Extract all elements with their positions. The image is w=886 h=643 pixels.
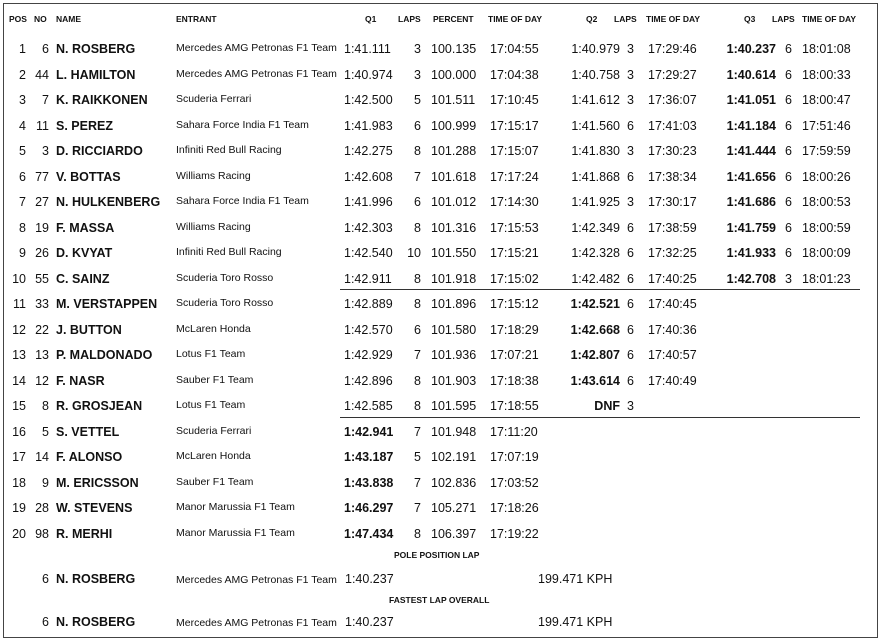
row-q1-time: 1:42.608 [344,169,393,184]
fastest-no: 6 [42,615,49,629]
row-q1-time-of-day: 17:18:26 [490,501,539,515]
row-q3-laps: 6 [785,144,792,158]
header-no: NO [34,14,47,24]
row-entrant: Sahara Force India F1 Team [176,118,309,131]
row-q2-time-of-day: 17:29:27 [648,67,697,82]
row-q1-laps: 7 [414,169,421,184]
row-pos: 13 [12,348,26,362]
row-no: 7 [42,93,49,107]
header-time-of-day-q2: TIME OF DAY [646,14,700,24]
fastest-speed: 199.471 KPH [538,615,613,629]
header-pos: POS [9,14,27,24]
row-q2-time-of-day: 17:38:59 [648,220,697,235]
row-q2-time: 1:42.668 [570,322,620,337]
row-q1-laps: 6 [414,322,421,337]
row-driver-name: C. SAINZ [56,271,110,286]
row-entrant: Infiniti Red Bull Racing [176,246,282,258]
row-q3-time: 1:41.686 [726,195,776,209]
row-q1-time-of-day: 17:18:55 [490,399,539,413]
row-q2-time-of-day: 17:32:25 [648,246,697,260]
row-entrant: Sahara Force India F1 Team [176,195,309,207]
row-q2-laps: 6 [627,118,634,133]
row-q2-time: 1:41.612 [571,93,620,107]
row-driver-name: L. HAMILTON [56,67,136,82]
row-percent: 101.936 [431,348,477,362]
row-q1-time: 1:47.434 [344,526,394,541]
row-q1-laps: 10 [407,246,421,260]
row-q2-time: 1:42.349 [571,220,620,235]
row-pos: 12 [12,322,26,337]
row-pos: 18 [12,475,26,490]
row-q3-time: 1:40.614 [726,67,776,82]
row-no: 27 [35,195,49,209]
header-time-of-day-q1: TIME OF DAY [488,14,542,24]
row-q1-time: 1:42.929 [344,348,393,362]
row-q3-time-of-day: 18:00:09 [802,246,851,260]
row-q3-time-of-day: 17:51:46 [802,118,851,133]
header-laps-q1: LAPS [398,14,421,24]
q2-cutoff-line [340,417,860,418]
row-q1-time-of-day: 17:07:21 [490,348,539,362]
row-q2-time: 1:42.328 [571,246,620,260]
row-q2-laps: 3 [627,399,634,413]
row-q3-time-of-day: 18:00:53 [802,195,851,209]
row-q1-laps: 7 [414,501,421,515]
row-q1-time-of-day: 17:15:21 [490,246,539,260]
row-pos: 4 [19,118,26,133]
row-no: 9 [42,475,49,490]
row-no: 6 [42,42,49,56]
row-percent: 101.618 [431,169,477,184]
row-entrant: Mercedes AMG Petronas F1 Team [176,67,337,80]
row-driver-name: W. STEVENS [56,501,133,515]
row-percent: 101.896 [431,297,477,311]
row-no: 77 [35,169,49,184]
row-q2-time: 1:40.979 [571,42,620,56]
row-q2-laps: 6 [627,271,634,286]
row-pos: 1 [19,42,26,56]
row-q3-time-of-day: 18:00:26 [802,169,851,184]
row-q2-time: 1:42.521 [570,297,620,311]
row-q2-time-of-day: 17:40:25 [648,271,697,286]
row-q1-time: 1:43.187 [344,450,394,464]
pole-time: 1:40.237 [345,572,394,586]
row-q1-time-of-day: 17:15:12 [490,297,539,311]
row-q2-time-of-day: 17:40:57 [648,348,697,362]
row-percent: 101.012 [431,195,477,209]
row-no: 44 [35,67,49,82]
row-q1-time-of-day: 17:10:45 [490,93,539,107]
row-entrant: Scuderia Ferrari [176,93,252,105]
row-q1-time-of-day: 17:15:02 [490,271,539,286]
row-q1-time: 1:42.303 [344,220,393,235]
row-entrant: Manor Marussia F1 Team [176,526,295,539]
row-q3-time-of-day: 18:00:47 [802,93,851,107]
row-q3-laps: 6 [785,220,792,235]
header-q2: Q2 [586,14,598,24]
row-q3-laps: 3 [785,271,792,286]
row-q1-time: 1:41.111 [344,42,391,56]
row-percent: 101.918 [431,271,477,286]
row-pos: 9 [19,246,26,260]
row-percent: 100.135 [431,42,477,56]
row-q1-laps: 8 [414,271,421,286]
row-q1-laps: 3 [414,67,421,82]
row-q3-laps: 6 [785,118,792,133]
row-q1-laps: 8 [414,526,421,541]
row-entrant: Scuderia Toro Rosso [176,271,274,284]
row-no: 55 [35,271,49,286]
row-no: 3 [42,144,49,158]
fastest-entrant: Mercedes AMG Petronas F1 Team [176,617,337,629]
row-q2-laps: 3 [627,42,634,56]
row-entrant: Sauber F1 Team [176,373,254,386]
row-entrant: Mercedes AMG Petronas F1 Team [176,42,337,54]
row-no: 11 [36,118,49,133]
row-q1-laps: 8 [414,399,421,413]
row-q1-laps: 8 [414,297,421,311]
row-percent: 101.511 [431,93,476,107]
header-q1: Q1 [365,14,377,24]
row-q2-time-of-day: 17:36:07 [648,93,697,107]
row-q2-laps: 6 [627,322,634,337]
row-q2-laps: 6 [627,348,634,362]
row-q3-time: 1:41.444 [726,144,776,158]
row-percent: 100.999 [431,118,477,133]
row-driver-name: N. HULKENBERG [56,195,161,209]
row-entrant: Williams Racing [176,169,251,182]
row-q3-time: 1:41.759 [726,220,776,235]
row-q1-time: 1:42.896 [344,373,393,388]
row-q3-time: 1:41.933 [726,246,776,260]
header-percent: PERCENT [433,14,474,24]
row-percent: 101.550 [431,246,477,260]
row-pos: 16 [12,424,26,439]
row-q2-time: 1:41.830 [571,144,620,158]
row-q3-time: 1:42.708 [726,271,776,286]
header-time-of-day-q3: TIME OF DAY [802,14,856,24]
row-q2-laps: 6 [627,169,634,184]
row-q1-time: 1:42.585 [344,399,393,413]
row-no: 8 [42,399,49,413]
row-no: 22 [35,322,49,337]
row-q1-laps: 5 [414,450,421,464]
row-pos: 8 [19,220,26,235]
row-q1-time: 1:42.941 [344,424,394,439]
row-percent: 102.191 [431,450,477,464]
row-q2-time-of-day: 17:40:45 [648,297,697,311]
row-q1-time-of-day: 17:15:17 [490,118,539,133]
row-driver-name: V. BOTTAS [56,169,121,184]
row-q1-time: 1:43.838 [344,475,394,490]
row-entrant: Lotus F1 Team [176,348,246,360]
row-q1-time: 1:41.996 [344,195,393,209]
row-q2-time: 1:42.482 [571,271,620,286]
row-q1-laps: 7 [414,424,421,439]
row-percent: 101.316 [431,220,477,235]
row-entrant: Sauber F1 Team [176,475,254,488]
row-entrant: Williams Racing [176,220,251,233]
row-pos: 3 [19,93,26,107]
header-q3: Q3 [744,14,756,24]
row-pos: 6 [19,169,26,184]
row-q2-laps: 3 [627,93,634,107]
pole-title: POLE POSITION LAP [394,550,480,560]
row-entrant: Lotus F1 Team [176,399,246,411]
row-driver-name: F. ALONSO [56,450,123,464]
row-q2-time-of-day: 17:30:17 [648,195,697,209]
header-name: NAME [56,14,82,24]
row-q1-time-of-day: 17:11:20 [490,424,538,439]
row-q1-time: 1:40.974 [344,67,393,82]
row-percent: 101.903 [431,373,477,388]
fastest-time: 1:40.237 [345,615,394,629]
q3-cutoff-line [340,289,860,290]
pole-name: N. ROSBERG [56,572,136,586]
row-driver-name: F. NASR [56,373,105,388]
row-entrant: Scuderia Toro Rosso [176,297,274,309]
row-driver-name: S. VETTEL [56,424,120,439]
fastest-name: N. ROSBERG [56,615,136,629]
row-no: 19 [35,220,49,235]
row-q2-time-of-day: 17:41:03 [648,118,697,133]
row-entrant: McLaren Honda [176,450,251,462]
row-q1-laps: 5 [414,93,421,107]
row-driver-name: R. GROSJEAN [56,399,143,413]
pole-no: 6 [42,572,49,586]
row-driver-name: S. PEREZ [56,118,113,133]
row-q3-laps: 6 [785,42,792,56]
row-percent: 101.288 [431,144,477,158]
row-driver-name: D. KVYAT [56,246,113,260]
row-q2-laps: 6 [627,297,634,311]
row-q1-time-of-day: 17:07:19 [490,450,539,464]
row-q2-laps: 3 [627,144,634,158]
row-q1-time-of-day: 17:14:30 [490,195,539,209]
row-q1-laps: 6 [414,118,421,133]
header-laps-q3: LAPS [772,14,795,24]
row-percent: 101.595 [431,399,477,413]
row-q3-time-of-day: 18:01:23 [802,271,851,286]
row-pos: 7 [19,195,26,209]
row-q2-time-of-day: 17:38:34 [648,169,697,184]
row-q1-time-of-day: 17:15:53 [490,220,539,235]
row-q1-laps: 8 [414,144,421,158]
row-pos: 14 [12,373,26,388]
header-entrant: ENTRANT [176,14,217,24]
row-q3-time-of-day: 18:00:33 [802,67,851,82]
row-q3-time-of-day: 17:59:59 [802,144,851,158]
row-pos: 15 [12,399,26,413]
row-q1-time-of-day: 17:04:55 [490,42,539,56]
fastest-title: FASTEST LAP OVERALL [389,595,490,605]
header-laps-q2: LAPS [614,14,637,24]
row-q2-time-of-day: 17:40:36 [648,322,697,337]
row-no: 26 [35,246,49,260]
row-q1-laps: 6 [414,195,421,209]
row-q2-time: 1:41.925 [571,195,620,209]
row-q3-laps: 6 [785,246,792,260]
row-q1-time-of-day: 17:18:29 [490,322,539,337]
row-q2-time: DNF [594,399,620,413]
row-driver-name: M. ERICSSON [56,475,139,490]
row-no: 14 [35,450,49,464]
row-percent: 102.836 [431,475,477,490]
row-q1-time: 1:42.275 [344,144,393,158]
row-q2-time: 1:40.758 [571,67,620,82]
row-driver-name: J. BUTTON [56,322,122,337]
row-q3-time: 1:41.051 [726,93,776,107]
row-entrant: Manor Marussia F1 Team [176,501,295,513]
row-q3-time: 1:41.656 [726,169,776,184]
row-pos: 10 [12,271,26,286]
row-no: 98 [35,526,49,541]
row-pos: 5 [19,144,26,158]
row-q1-time: 1:42.570 [344,322,393,337]
row-q2-laps: 6 [627,220,634,235]
row-q1-time: 1:42.911 [344,271,392,286]
row-q1-time-of-day: 17:19:22 [490,526,539,541]
row-entrant: Scuderia Ferrari [176,424,252,437]
row-pos: 20 [12,526,26,541]
row-q1-time-of-day: 17:15:07 [490,144,539,158]
row-q1-time: 1:41.983 [344,118,393,133]
row-q3-time: 1:41.184 [726,118,776,133]
row-driver-name: F. MASSA [56,220,115,235]
row-driver-name: R. MERHI [56,526,113,541]
row-percent: 106.397 [431,526,477,541]
row-q3-time-of-day: 18:00:59 [802,220,851,235]
row-q2-time: 1:41.560 [571,118,620,133]
row-q1-laps: 3 [414,42,421,56]
row-q3-time-of-day: 18:01:08 [802,42,851,56]
row-no: 12 [35,373,49,388]
row-pos: 2 [19,67,26,82]
row-q1-laps: 8 [414,373,421,388]
row-q2-laps: 3 [627,67,634,82]
row-percent: 101.580 [431,322,477,337]
row-q1-time-of-day: 17:04:38 [490,67,539,82]
row-q1-laps: 7 [414,348,421,362]
row-pos: 17 [12,450,26,464]
row-q2-laps: 6 [627,246,634,260]
row-q2-time-of-day: 17:29:46 [648,42,697,56]
pole-entrant: Mercedes AMG Petronas F1 Team [176,574,337,586]
row-q1-time-of-day: 17:17:24 [490,169,539,184]
row-driver-name: K. RAIKKONEN [56,93,148,107]
row-no: 33 [35,297,49,311]
row-q1-time-of-day: 17:18:38 [490,373,539,388]
row-q3-laps: 6 [785,169,792,184]
row-q2-time-of-day: 17:30:23 [648,144,697,158]
row-driver-name: N. ROSBERG [56,42,136,56]
row-q3-laps: 6 [785,67,792,82]
row-pos: 19 [12,501,26,515]
row-q2-time: 1:43.614 [570,373,620,388]
row-q2-time: 1:42.807 [570,348,620,362]
row-no: 5 [42,424,49,439]
row-q2-time-of-day: 17:40:49 [648,373,697,388]
row-percent: 101.948 [431,424,477,439]
row-driver-name: P. MALDONADO [56,348,153,362]
row-q1-laps: 8 [414,220,421,235]
row-driver-name: D. RICCIARDO [56,144,143,158]
row-no: 13 [35,348,49,362]
row-q3-time: 1:40.237 [726,42,776,56]
row-entrant: Infiniti Red Bull Racing [176,144,282,156]
row-q2-laps: 6 [627,373,634,388]
row-pos: 11 [13,297,26,311]
row-q1-laps: 7 [414,475,421,490]
row-q2-laps: 3 [627,195,634,209]
row-q1-time: 1:42.500 [344,93,393,107]
pole-speed: 199.471 KPH [538,572,613,586]
row-q1-time: 1:46.297 [344,501,394,515]
row-percent: 100.000 [431,67,477,82]
row-entrant: McLaren Honda [176,322,251,335]
row-no: 28 [35,501,49,515]
row-q3-laps: 6 [785,93,792,107]
row-percent: 105.271 [431,501,477,515]
row-driver-name: M. VERSTAPPEN [56,297,158,311]
row-q1-time: 1:42.540 [344,246,393,260]
row-q1-time: 1:42.889 [344,297,393,311]
row-q2-time: 1:41.868 [571,169,620,184]
row-q3-laps: 6 [785,195,792,209]
row-q1-time-of-day: 17:03:52 [490,475,539,490]
